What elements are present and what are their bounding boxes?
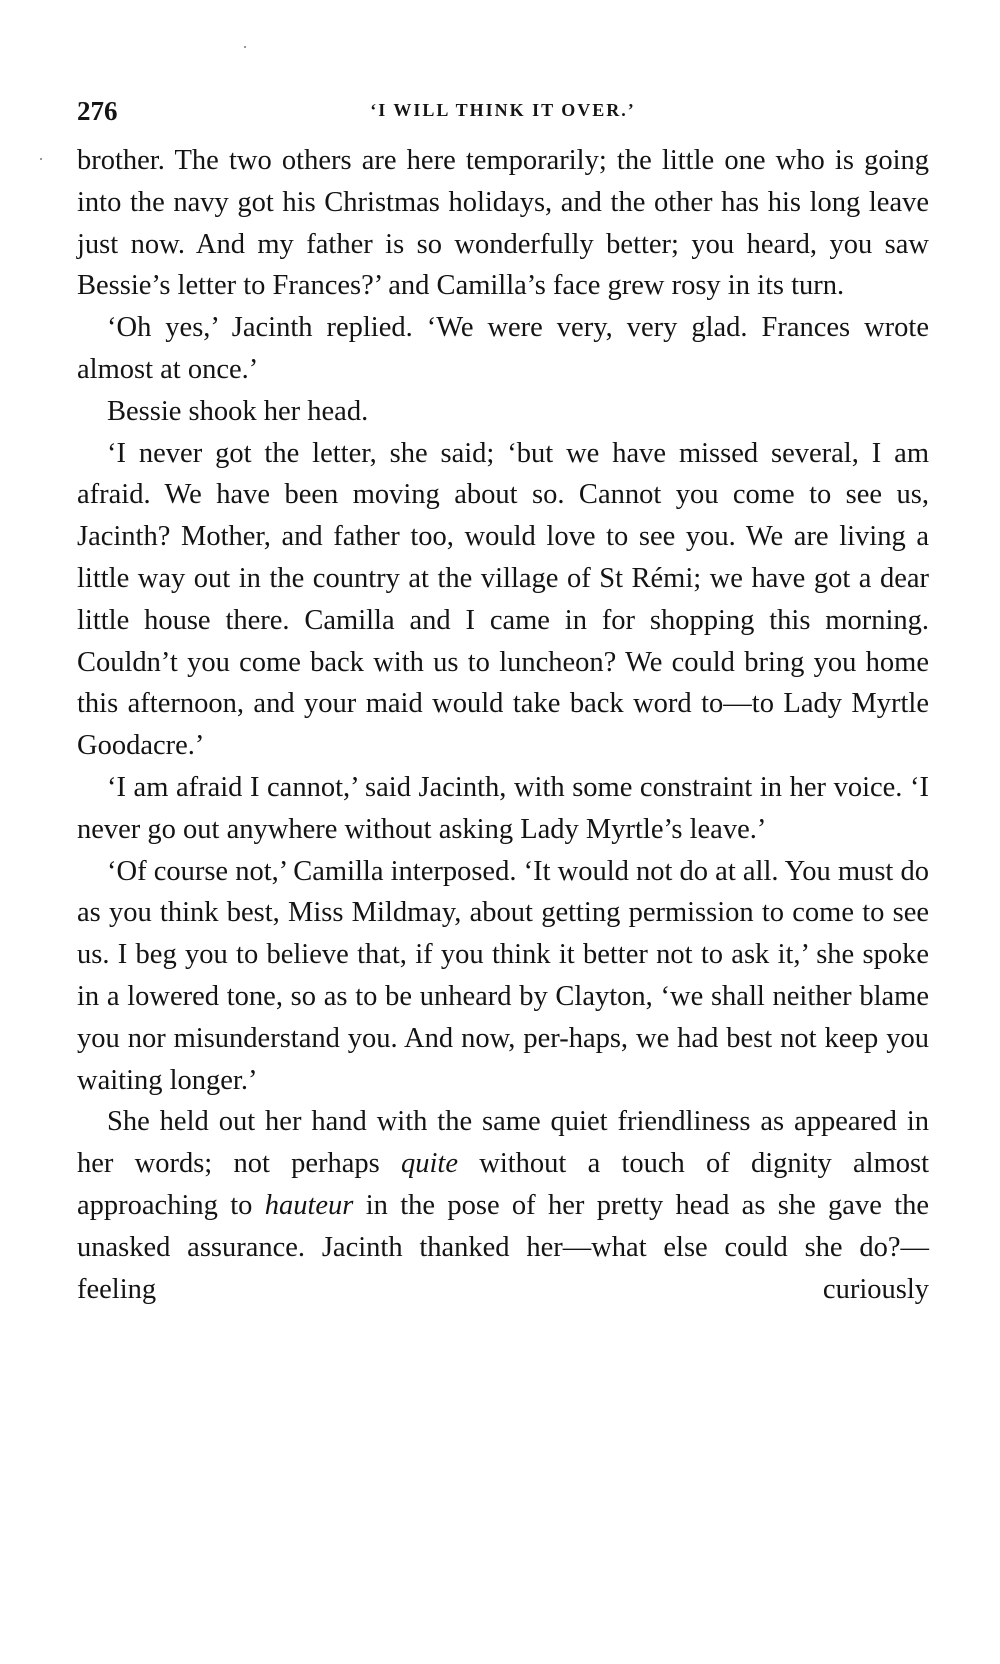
paragraph: ‘I am afraid I cannot,’ said Jacinth, with some constraint in her voice. ‘I never go out anywhere without asking Lady Myrtle’s leave.’ [77, 771, 929, 845]
paragraph: Bessie shook her head. [107, 395, 369, 427]
paper-speck [40, 158, 42, 160]
paragraph [77, 1101, 929, 1310]
body-text [77, 140, 929, 1310]
book-page [77, 96, 929, 1310]
text-run: in the pose of her pretty head as she gave the unasked assurance. Jacinth thanked her—what else could she do?—feeling curiously [77, 1189, 930, 1305]
italic-text-run: hauteur [264, 1189, 354, 1221]
text-run: without a touch of dignity almost approaching to [77, 1148, 929, 1221]
paragraph: ‘Of course not,’ Camilla interposed. ‘It would not do at all. You must do as you think best, Miss Mildmay, about getting permission to come to see us. I beg you to believe that, if you think it better not to ask it,’ she spoke in a lowered tone, so as to be unheard by Clayton, ‘we shall neither blame you nor misunderstand you. And now, per-haps, we had best not keep you waiting longer.’ [77, 855, 929, 1096]
page-number: 276 [77, 96, 118, 126]
text-run: She held out her hand with the same quiet friendliness as appeared in her words; not perhaps [77, 1106, 929, 1180]
running-title: ‘I WILL THINK IT OVER.’ [370, 100, 636, 120]
italic-text-run: quite [401, 1148, 458, 1180]
paragraph: ‘I never got the letter, she said; ‘but we have missed several, I am afraid. We have been moving about so. Cannot you come to see us, Jacinth? Mother, and father too, would love to see you. We are living a little way out in the country at the village of St Rémi; we have got a dear little house there. Camilla and I came in for shopping this morning. Couldn’t you come back with us to luncheon? We could bring you home this afternoon, and your maid would take back word to—to Lady Myrtle Goodacre.’ [77, 437, 929, 762]
running-header [77, 96, 929, 140]
paragraph-continuation: brother. The two others are here temporarily; the little one who is going into the navy got his Christmas holidays, and the other has his long leave just now. And my father is so wonderfully better; you heard, you saw Bessie’s letter to Frances?’ and Camilla’s face grew rosy in its turn. [77, 145, 929, 302]
paragraph: ‘Oh yes,’ Jacinth replied. ‘We were very, very glad. Frances wrote almost at once.’ [77, 312, 929, 385]
paper-speck [244, 46, 246, 48]
